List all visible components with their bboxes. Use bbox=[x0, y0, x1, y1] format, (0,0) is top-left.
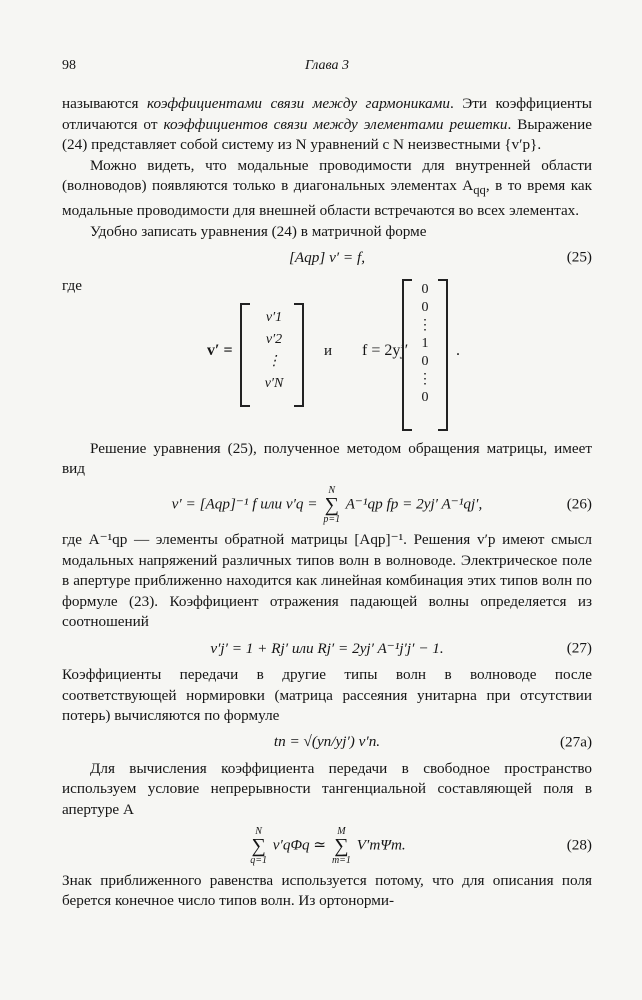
equation-27-body: v′j′ = 1 + Rj′ или Rj′ = 2yj′ A⁻¹j′j′ − 1. bbox=[210, 639, 444, 657]
paragraph-8 bbox=[62, 871, 592, 912]
chapter-title: Глава 3 bbox=[305, 58, 349, 73]
paragraph-5 bbox=[62, 530, 592, 633]
text-run: Решение уравнения (25), полученное методом обращения матрицы, имеет вид bbox=[62, 439, 592, 478]
equation-25-body: [Aqp] v′ = f, bbox=[288, 248, 365, 266]
paragraph-2 bbox=[62, 156, 592, 222]
vector-v-entry: v′1 bbox=[265, 309, 283, 325]
equation-26 bbox=[62, 480, 592, 530]
vector-v-left-bracket bbox=[240, 303, 250, 407]
matrix-definitions bbox=[62, 279, 592, 439]
vector-f-entries bbox=[412, 281, 438, 407]
page-header bbox=[62, 58, 592, 76]
vector-v-entry: v′N bbox=[264, 375, 284, 391]
text-run: , в то время как модальные проводимости для внешней области встречаются во всех элементах. bbox=[62, 177, 592, 219]
equation-25 bbox=[62, 242, 592, 274]
vector-f-right-bracket bbox=[438, 279, 448, 431]
text-run: называются bbox=[62, 95, 147, 112]
sum-upper-limit: N bbox=[328, 484, 336, 496]
vector-f-entry: 1 bbox=[421, 335, 429, 351]
text-run: Для вычисления коэффициента передачи в свободное пространство используем условие непрерывности тангенциальной составляющей поля в апертуре A bbox=[62, 759, 592, 818]
equation-26-left: v′ = [Aqp]⁻¹ f или v′q = bbox=[171, 495, 318, 513]
summation-symbol: N ∑ q=1 bbox=[250, 825, 267, 866]
vector-v-right-bracket bbox=[294, 303, 304, 407]
vector-f-entry: 0 bbox=[421, 353, 429, 369]
summation-symbol: N ∑ p=1 bbox=[323, 484, 341, 525]
vector-f-entry: 0 bbox=[421, 281, 429, 297]
equation-26-body bbox=[172, 485, 483, 525]
vector-f-entry: 0 bbox=[421, 299, 429, 315]
italic-term: коэффициентами связи между гармониками bbox=[146, 95, 450, 112]
conjunction: и bbox=[324, 342, 333, 359]
sum-lower-limit: m=1 bbox=[331, 854, 351, 866]
sum-upper-limit: M bbox=[337, 825, 346, 837]
text-run: Коэффициенты передачи в другие типы волн в волноводе после соответствующей нормировки (матрица рассеяния унитарна при отсутствии потерь) вычисляются по формуле bbox=[62, 665, 592, 725]
vector-f-label: f = 2yj′ bbox=[362, 341, 409, 359]
equation-28-middle: v′qΦq ≃ bbox=[272, 835, 327, 853]
sum-upper-limit: N bbox=[255, 825, 262, 837]
vector-v-label: v′ = bbox=[207, 341, 233, 359]
paragraph-6 bbox=[62, 665, 592, 727]
equation-28-body bbox=[248, 826, 405, 866]
summation-symbol: M ∑ m=1 bbox=[331, 825, 351, 866]
paragraph-1 bbox=[62, 94, 592, 156]
equation-25-number: (25) bbox=[566, 248, 592, 266]
vector-f-entry: 0 bbox=[421, 389, 429, 405]
text-run: . Эти коэффициенты отличаются от bbox=[62, 95, 592, 133]
vector-v-entries bbox=[254, 307, 294, 395]
equation-27a-number: (27a) bbox=[559, 733, 592, 751]
equation-26-number: (26) bbox=[566, 495, 592, 513]
vector-f-left-bracket bbox=[402, 279, 412, 431]
equation-28-number: (28) bbox=[566, 836, 592, 854]
text-run: . Выражение (24) представляет собой систему из N уравнений с N неизвестными {v′p}. bbox=[62, 115, 593, 154]
equation-28-right: V′mΨm. bbox=[356, 835, 406, 853]
equation-26-right: A⁻¹qp fp = 2yj′ A⁻¹qj′, bbox=[345, 495, 483, 513]
vector-f-entry: ⋮ bbox=[418, 371, 432, 387]
page-body bbox=[62, 94, 592, 912]
subscript: qq bbox=[473, 183, 486, 198]
equation-27a-body: tn = √(yn/yj′) v′n. bbox=[273, 733, 381, 751]
vector-f-entry: ⋮ bbox=[418, 317, 432, 333]
page-number: 98 bbox=[62, 58, 76, 73]
vector-v-entry: ⋮ bbox=[267, 353, 281, 369]
text-run: Удобно записать уравнения (24) в матричной форме bbox=[90, 222, 427, 240]
sum-lower-limit: p=1 bbox=[323, 513, 341, 525]
text-run: Знак приближенного равенства используется потому, что для описания поля берется конечное число типов волн. Из ортонорми- bbox=[62, 871, 592, 910]
italic-term: коэффициентов связи между элементами решетки bbox=[163, 115, 508, 133]
vector-v-entry: v′2 bbox=[265, 331, 283, 347]
paragraph-3 bbox=[62, 222, 592, 243]
matrix-trailing-period: . bbox=[456, 341, 460, 359]
paragraph-4 bbox=[62, 439, 592, 480]
equation-28 bbox=[62, 821, 592, 871]
where-label: где bbox=[62, 277, 82, 295]
text-run: где A⁻¹qp — элементы обратной матрицы [Aqp]⁻¹. Решения v′p имеют смысл модальных напряжений различных типов волн в волноводе. Электрическое поле в апертуре приближенно находится как линейная комбинация этих типов волн по формуле (23). Коэффициент отражения падающей волны определяется из соотношений bbox=[62, 530, 592, 631]
paragraph-7 bbox=[62, 759, 592, 821]
sum-lower-limit: q=1 bbox=[250, 854, 267, 866]
text-run: Можно видеть, что модальные проводимости для внутренней области (волноводов) появляются только в диагональных элементах A bbox=[62, 156, 592, 195]
equation-27 bbox=[62, 633, 592, 665]
equation-27a bbox=[62, 727, 592, 759]
equation-27-number: (27) bbox=[566, 639, 592, 657]
